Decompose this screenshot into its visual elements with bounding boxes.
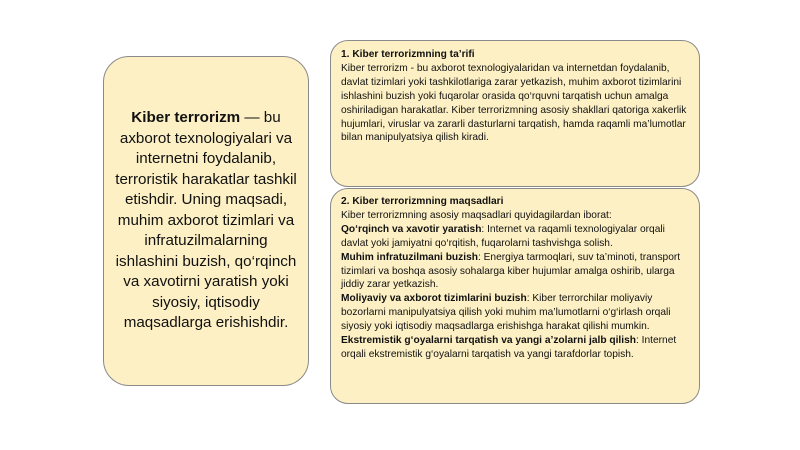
goal-item-heading: Ekstremistik g‘oyalarni tarqatish va yangi a’zolarni jalb qilish [341,335,636,347]
goal-item-text: : Internet va raqamli texnologiyalar orqali davlat yoki jamiyatni qo‘rqitish, fuqarolarni tashvishga solish. [341,223,665,249]
goal-item-text: : Internet orqali ekstremistik g‘oyalarni tarqatish va yangi tarafdorlar topish. [341,335,677,360]
goal-item-text: : Energiya tarmoqlari, suv ta’minoti, transport tizimlari va boshqa asosiy sohalarga kiber hujumlar amalga oshirib, ularga jiddiy zarar yetkazish. [341,251,681,291]
section-definition-body: Kiber terrorizm - bu axborot texnologiyalaridan va internetdan foydalanib, davlat tizimlari yoki tashkilotlariga zarar yetkazish, muhim axborot tizimlarini ishlashini buzish yoki fuqarolar orasida qo‘rquvni tarqatish uchun amalga oshiriladigan harakatlar. Kiber terrorizmning asosiy shakllari qatoriga xakerlik hujumlari, viruslar va zararli dasturlarni tarqatish, hamda raqamli ma’lumotlar bilan manipulyatsiya qilish kiradi. [341,62,687,144]
goal-item-heading: Moliyaviy va axborot tizimlarini buzish [341,293,527,305]
section-definition-title: 1. Kiber terrorizmning ta’rifi [341,49,475,60]
definition-text [112,108,300,334]
section-goals-box [330,188,700,404]
section-definition-box [330,40,700,187]
goal-item-heading: Qo‘rqinch va xavotir yaratish [341,223,482,235]
section-goals-intro: Kiber terrorizmning asosiy maqsadlari quyidagilardan iborat: [341,209,612,221]
goal-item [341,292,689,334]
goal-item [341,251,689,293]
goal-item-text: : Kiber terrorchilar moliyaviy bozorlarni manipulyatsiya qilish yoki muhim ma’lumotlarni o‘g‘irlash orqali siyosiy yoki iqtisodiy maqsadlarga erishishga harakat qilishi mumkin. [341,293,671,333]
definition-body: — bu axborot texnologiyalari va internetni foydalanib, terroristik harakatlar tashkil etishdir. Uning maqsadi, muhim axborot tizimlari va infratuzilmalarning ishlashini buzish, qo‘rqinch va xavotirni yaratish yoki siyosiy, iqtisodiy maqsadlarga erishishdir. [115,109,297,332]
goal-item [341,223,689,251]
definition-box [103,56,309,386]
goal-item-heading: Muhim infratuzilmani buzish [341,251,478,263]
goal-item [341,334,689,362]
section-goals-title: 2. Kiber terrorizmning maqsadlari [341,196,504,207]
definition-term: Kiber terrorizm [131,109,241,127]
